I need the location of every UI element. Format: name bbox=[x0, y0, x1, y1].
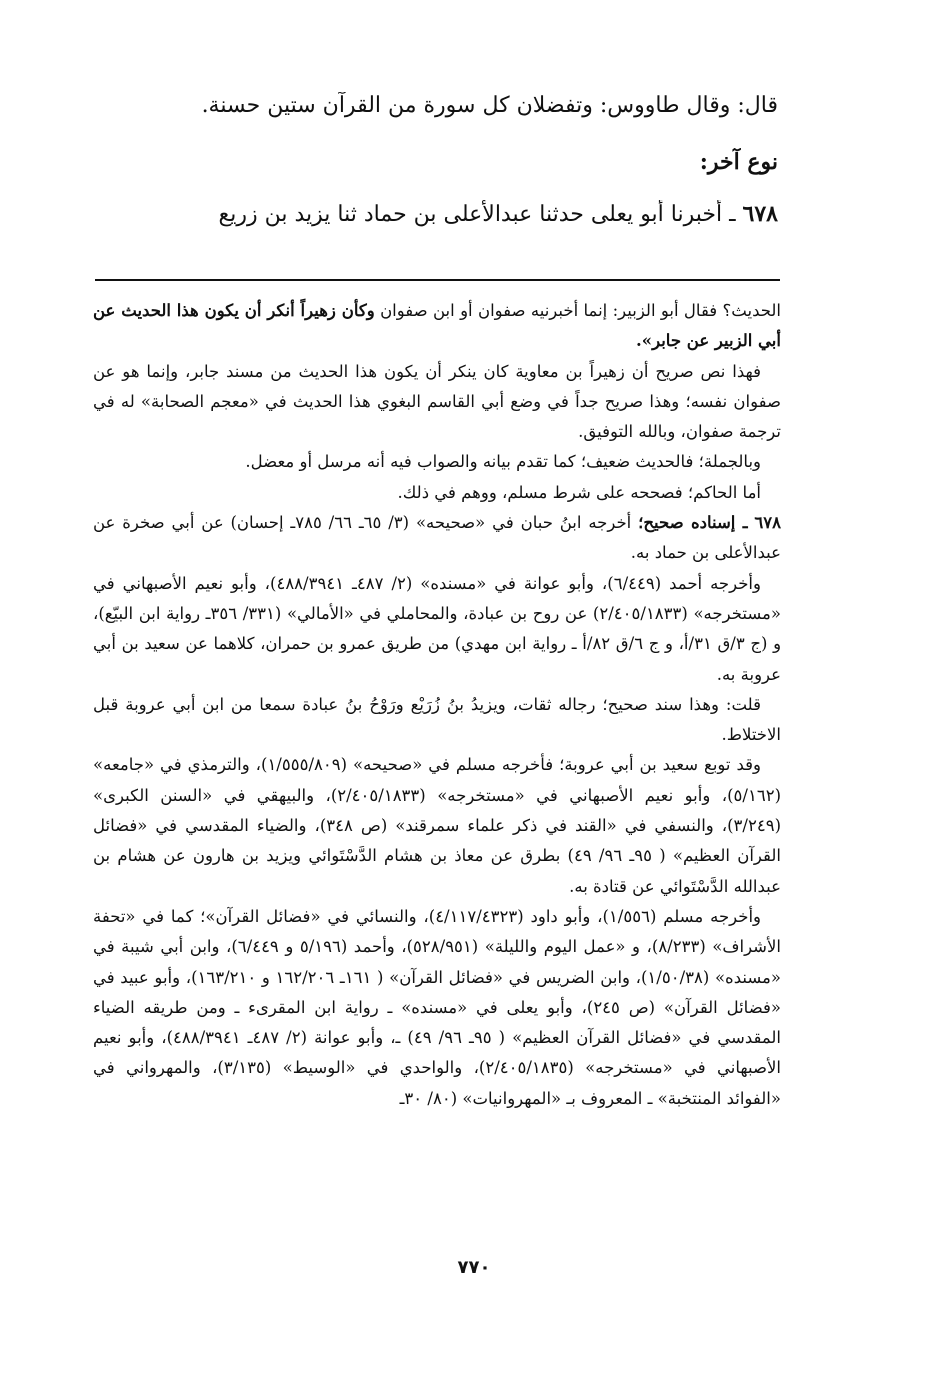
main-text bbox=[95, 92, 778, 229]
note-5-text: أخرجه ابنُ حبان في «صحيحه» (٣/ ٦٥ـ ٦٦/ ٧٨٥ـ إحسان) عن أبي صخرة عن عبدالأعلى بن حماد به. bbox=[93, 513, 781, 563]
note-5-number: ٦٧٨ bbox=[754, 513, 781, 533]
footnotes bbox=[93, 296, 781, 1114]
note-1-plain: الحديث؟ فقال أبو الزبير: إنما أخبرنيه صفوان أو ابن صفوان bbox=[380, 301, 781, 320]
note-paragraph-1 bbox=[93, 296, 781, 357]
note-paragraph-8: وقد توبع سعيد بن أبي عروبة؛ فأخرجه مسلم في «صحيحه» (١/٥٥٥/٨٠٩)، والترمذي في «جامعه» (٥/١٦٢)، وأبو نعيم الأصبهاني في «مستخرجه» (٢/٤٠٥/١٨٣٣)، والبيهقي في «السنن الكبرى» (٣/٢٤٩)، والنسفي في «القند في ذكر علماء سمرقند» (ص ٣٤٨)، والضياء المقدسي في «فضائل القرآن العظيم» ( ٩٥ـ ٩٦/ ٤٩) بطرق عن معاذ بن هشام الدَّسْتَوائي ويزيد بن هارون عن هشام بن عبدالله الدَّسْتَوائي عن قتادة به. bbox=[93, 755, 781, 896]
main-line-1: قال: وقال طاووس: وتفضلان كل سورة من القرآن ستين حسنة. bbox=[201, 93, 778, 118]
hadith-number: ٦٧٨ bbox=[742, 201, 778, 227]
note-paragraph-5 bbox=[93, 508, 781, 569]
section-heading: نوع آخر: bbox=[699, 149, 778, 175]
page-number: ٧٧٠ bbox=[457, 1257, 491, 1278]
note-paragraph-4: أما الحاكم؛ فصححه على شرط مسلم، ووهم في ذلك. bbox=[397, 482, 761, 502]
note-paragraph-9: وأخرجه مسلم (١/٥٥٦)، وأبو داود (٤/١١٧/٤٣٢٣)، والنسائي في «فضائل القرآن»؛ كما في «تحفة الأشراف» (٨/٢٣٣)، و «عمل اليوم والليلة» (٥٢٨/٩٥١)، وأحمد (٥/١٩٦ و ٦/٤٤٩)، وابن أبي شيبة في «مسنده» (١/٥٠/٣٨)، وابن الضريس في «فضائل القرآن» ( ١٦١ـ ١٦٢/٢٠٦ و ١٦٣/٢١٠)، وأبو عبيد في «فضائل القرآن» (ص ٢٤٥)، وأبو يعلى في «مسنده» ـ رواية ابن المقرىء ـ ومن طريقه الضياء المقدسي في «فضائل القرآن العظيم» ( ٩٥ـ ٩٦/ ٤٩) ـ، وأبو عوانة (٢/ ٤٨٧ـ ٤٨٨/٣٩٤١)، وأبو نعيم الأصبهاني في «مستخرجه» (٢/٤٠٥/١٨٣٥)، والواحدي في «الوسيط» (٣/١٣٥)، والمهرواني في «الفوائد المنتخبة» ـ المعروف بـ «المهروانيات» (٨٠/ ٣٠ـ bbox=[93, 906, 781, 1108]
note-paragraph-3: وبالجملة؛ فالحديث ضعيف؛ كما تقدم بيانه والصواب فيه أنه مرسل أو معضل. bbox=[245, 452, 761, 472]
note-paragraph-2: فهذا نص صريح أن زهيراً بن معاوية كان ينكر أن يكون هذا الحديث من مسند جابر، وإنما هو عن صفوان نفسه؛ وهذا صريح جداً في وضع أبي القاسم البغوي هذا الحديث في «معجم الصحابة» له في ترجمة صفوان، وبالله التوفيق. bbox=[93, 361, 781, 442]
note-paragraph-7: قلت: وهذا سند صحيح؛ رجاله ثقات، ويزيدُ بنُ زُرَيْع ورَوْحُ بنُ عبادة سمعا من ابن أبي عروبة قبل الاختلاط. bbox=[93, 694, 781, 745]
note-1-bold: وكأن زهيراً أنكر أن يكون هذا الحديث عن أبي الزبير عن جابر». bbox=[93, 301, 781, 351]
hadith-line bbox=[95, 200, 778, 229]
footnote-divider bbox=[95, 279, 780, 281]
note-5-bold: ـ إسناده صحيح؛ bbox=[638, 513, 748, 533]
note-paragraph-6: وأخرجه أحمد (٦/٤٤٩)، وأبو عوانة في «مسنده» (٢/ ٤٨٧ـ ٤٨٨/٣٩٤١)، وأبو نعيم الأصبهاني في «مستخرجه» (٢/٤٠٥/١٨٣٣) عن روح بن عبادة، والمحاملي في «الأمالي» (٣٣١/ ٣٥٦ـ رواية ابن البيّع)، و (ج ٣/ق ٣١/أ، و ج ٦/ق ٨٢/أ ـ رواية ابن مهدي) من طريق عمرو بن حمران، كلاهما عن سعيد بن أبي عروبة به. bbox=[93, 573, 782, 684]
hadith-text: ـ أخبرنا أبو يعلى حدثنا عبدالأعلى بن حماد ثنا يزيد بن زريع bbox=[218, 202, 736, 227]
